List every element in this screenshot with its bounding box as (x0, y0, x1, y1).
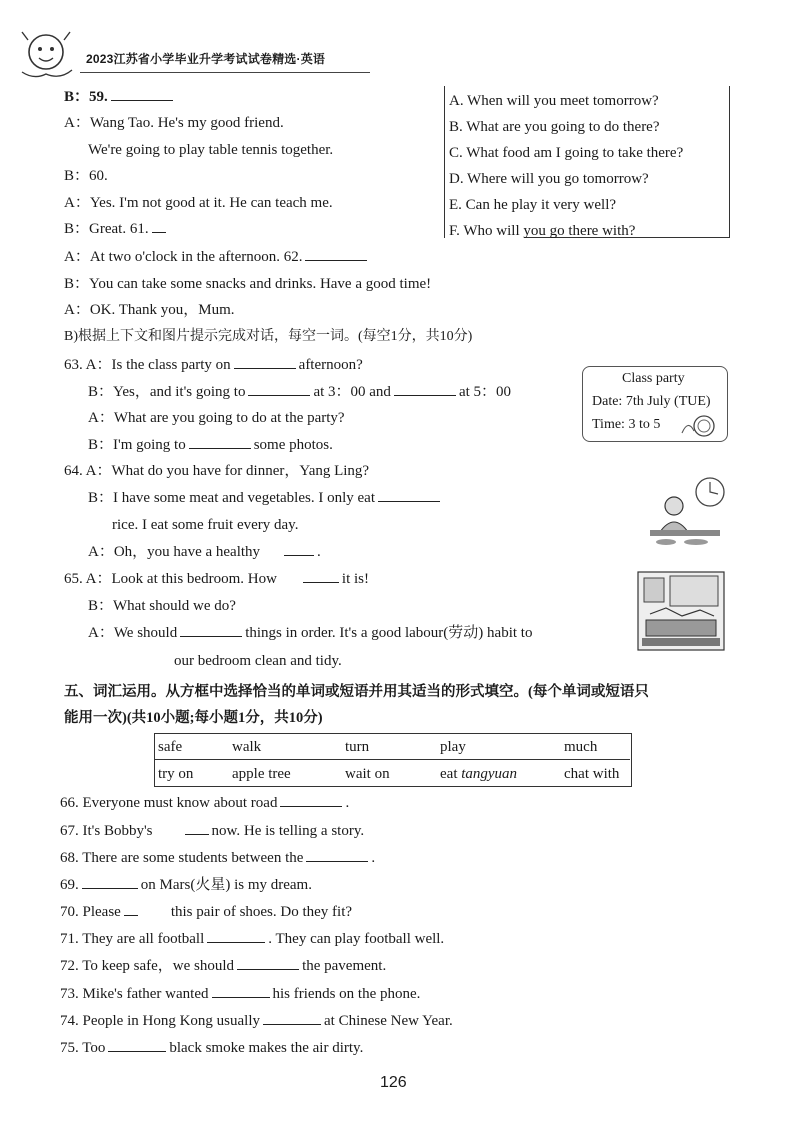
option-d: D. Where will you go tomorrow? (449, 171, 649, 187)
section-5-instruction-line-2: 能用一次)(共10小题;每小题1分，共10分) (64, 710, 323, 726)
dialogue-line-a62: A：At two o'clock in the afternoon. 62. (64, 248, 370, 266)
mascot-icon (12, 28, 82, 86)
messy-bedroom-illustration-icon (636, 570, 726, 657)
option-e: E. Can he play it very well? (449, 197, 617, 213)
party-card-title: Class party (622, 371, 685, 386)
page-number: 126 (380, 1074, 407, 1091)
q65-line-1: 65. A：Look at this bedroom. How it is! (64, 571, 369, 587)
word-box-cell: wait on (345, 766, 390, 782)
question-73: 73. Mike's father wanted his friends on the phone. (60, 986, 421, 1002)
q64-line-2: B：I have some meat and vegetables. I only eat (88, 489, 443, 507)
dialogue-line-b61: B：Great. 61. (64, 220, 169, 238)
option-a: A. When will you meet tomorrow? (449, 93, 659, 109)
q64-line-1: 64. A：What do you have for dinner，Yang Ling? (64, 463, 370, 479)
dialogue-line: We're going to play table tennis together. (88, 142, 334, 158)
dialogue-line: A：Wang Tao. He's my good friend. (64, 115, 284, 131)
option-f: F. Who will you go there with? (449, 223, 636, 239)
q63-line-1: 63. A：Is the class party on afternoon? (64, 357, 363, 373)
section-b-instruction: B)根据上下文和图片提示完成对话，每空一词。(每空1分，共10分) (64, 329, 473, 344)
section-5-instruction-line-1: 五、词汇运用。从方框中选择恰当的单词或短语并用其适当的形式填空。(每个单词或短语只 (64, 684, 649, 700)
word-box-cell: chat with (564, 766, 620, 782)
q63-line-4: B：I'm going to some photos. (88, 437, 333, 453)
party-card-date: Date: 7th July (TUE) (592, 394, 711, 409)
question-69: 69. on Mars(火星) is my dream. (60, 877, 312, 893)
dialogue-line: B：You can take some snacks and drinks. Have a good time! (64, 276, 432, 292)
question-68: 68. There are some students between the . (60, 850, 376, 866)
word-box-cell: turn (345, 739, 370, 755)
q65-line-2: B：What should we do? (88, 598, 236, 614)
question-71: 71. They are all football . They can play football well. (60, 931, 445, 947)
option-c: C. What food am I going to take there? (449, 145, 684, 161)
dinner-illustration-icon (640, 472, 730, 557)
question-66: 66. Everyone must know about road . (60, 795, 350, 811)
q63-line-3: A：What are you going to do at the party? (88, 410, 345, 426)
q64-line-4: A：Oh，you have a healthy . (88, 544, 321, 560)
word-box-cell: play (440, 739, 466, 755)
dialogue-line: A：Yes. I'm not good at it. He can teach me. (64, 195, 333, 211)
header-title: 2023江苏省小学毕业升学考试试卷精选·英语 (86, 52, 326, 66)
word-box-cell: much (564, 739, 598, 755)
dialogue-line-b59: B：59. (64, 88, 176, 106)
q63-line-2: B：Yes，and it's going to at 3：00 and at 5：00 (88, 384, 512, 400)
word-box-cell: try on (158, 766, 194, 782)
question-67: 67. It's Bobby's now. He is telling a story. (60, 823, 365, 839)
question-70: 70. Please this pair of shoes. Do they fit? (60, 904, 353, 920)
word-box-cell: apple tree (232, 766, 291, 782)
word-box-divider (154, 759, 630, 760)
q64-line-3: rice. I eat some fruit every day. (112, 517, 299, 533)
word-box (154, 733, 632, 787)
q65-line-3: A：We should things in order. It's a good labour(劳动) habit to (88, 625, 533, 641)
party-card-time: Time: 3 to 5 (592, 417, 661, 432)
word-box-cell: eat tangyuan (440, 766, 518, 782)
clock-icon (680, 413, 720, 444)
question-74: 74. People in Hong Kong usually at Chinese New Year. (60, 1013, 453, 1029)
word-box-cell: safe (158, 739, 183, 755)
option-b: B. What are you going to do there? (449, 119, 660, 135)
header-divider (80, 72, 370, 73)
dialogue-line: A：OK. Thank you，Mum. (64, 302, 235, 318)
question-72: 72. To keep safe，we should the pavement. (60, 958, 387, 974)
question-75: 75. Too black smoke makes the air dirty. (60, 1040, 364, 1056)
dialogue-line-b60: B：60. (64, 168, 108, 184)
word-box-cell: walk (232, 739, 262, 755)
q65-line-4: our bedroom clean and tidy. (174, 653, 342, 669)
